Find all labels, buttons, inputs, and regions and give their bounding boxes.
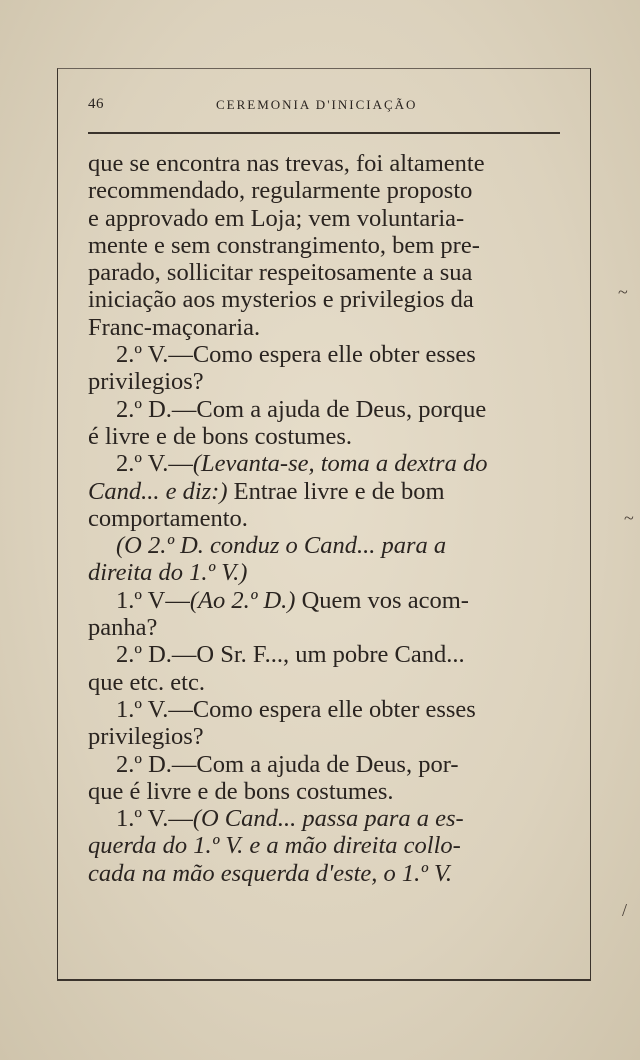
text-line (88, 559, 560, 586)
text-line (88, 778, 560, 805)
text-segment: recommendado, regularmente proposto (88, 177, 473, 205)
text-segment: mente e sem constrangimento, bem pre- (88, 231, 480, 259)
header-rule (88, 132, 560, 134)
text-line (88, 423, 560, 450)
text-line (88, 314, 560, 341)
text-segment: 2.º V.— (116, 450, 193, 478)
italic-segment: (O Cand... passa para a es- (192, 805, 464, 833)
text-line (88, 614, 560, 641)
text-segment: que é livre e de bons costumes. (88, 777, 394, 805)
italic-segment: cada na mão esquerda d'este, o 1.º V. (88, 859, 452, 887)
italic-segment: querda do 1.º V. e a mão direita collo- (88, 832, 461, 860)
text-line (88, 259, 560, 286)
text-line (88, 286, 560, 313)
italic-segment: (O 2.º D. conduz o Cand... para a (116, 532, 447, 560)
text-segment: panha? (88, 614, 158, 642)
text-line (88, 396, 560, 423)
page-number: 46 (88, 96, 104, 112)
text-line (88, 723, 560, 750)
text-line (88, 505, 560, 532)
margin-mark: ~ (624, 508, 634, 528)
text-segment: 1.º V.— (116, 805, 193, 833)
text-segment: privilegios? (88, 723, 204, 751)
text-line (88, 232, 560, 259)
body-text (88, 150, 560, 887)
text-line (88, 832, 560, 859)
text-line (88, 587, 560, 614)
italic-segment: (Ao 2.º D.) (189, 586, 296, 614)
text-line (88, 805, 560, 832)
text-line (88, 205, 560, 232)
text-segment: Franc-maçonaria. (88, 313, 261, 341)
text-segment: 1.º V.—Como espera elle obter esses (116, 695, 476, 723)
text-line (88, 177, 560, 204)
text-segment: 2.º D.—Com a ajuda de Deus, porque (116, 395, 487, 423)
text-segment: Entrae livre e de bom (227, 477, 445, 505)
text-line (88, 696, 560, 723)
text-line (88, 532, 560, 559)
text-segment: 2.º V.—Como espera elle obter esses (116, 341, 476, 369)
text-line (88, 860, 560, 887)
text-segment: iniciação aos mysterios e privilegios da (88, 286, 474, 314)
running-head: CEREMONIA D'INICIAÇÃO (216, 97, 418, 112)
text-line (88, 450, 560, 477)
text-line (88, 478, 560, 505)
text-segment: que se encontra nas trevas, foi altamente (88, 150, 485, 177)
text-line (88, 641, 560, 668)
text-segment: privilegios? (88, 368, 204, 396)
italic-segment: Cand... e diz:) (88, 477, 228, 505)
text-line (88, 751, 560, 778)
text-segment: 1.º V— (116, 586, 190, 614)
text-line (88, 341, 560, 368)
text-segment: 2.º D.—Com a ajuda de Deus, por- (116, 750, 459, 778)
italic-segment: (Levanta-se, toma a dextra do (192, 450, 488, 478)
italic-segment: direita do 1.º V.) (88, 559, 248, 587)
text-line (88, 368, 560, 395)
text-segment: 2.º D.—O Sr. F..., um pobre Cand... (116, 641, 465, 669)
text-segment: e approvado em Loja; vem voluntaria- (88, 204, 465, 232)
text-line (88, 150, 560, 177)
text-line (88, 669, 560, 696)
text-segment: comportamento. (88, 504, 248, 532)
text-segment: Quem vos acom- (295, 586, 469, 614)
page-header (88, 96, 558, 120)
margin-mark: / (622, 900, 628, 920)
text-segment: é livre e de bons costumes. (88, 422, 352, 450)
text-segment: parado, sollicitar respeitosamente a sua (88, 259, 473, 287)
margin-mark: ~ (618, 282, 628, 302)
text-segment: que etc. etc. (88, 668, 205, 696)
